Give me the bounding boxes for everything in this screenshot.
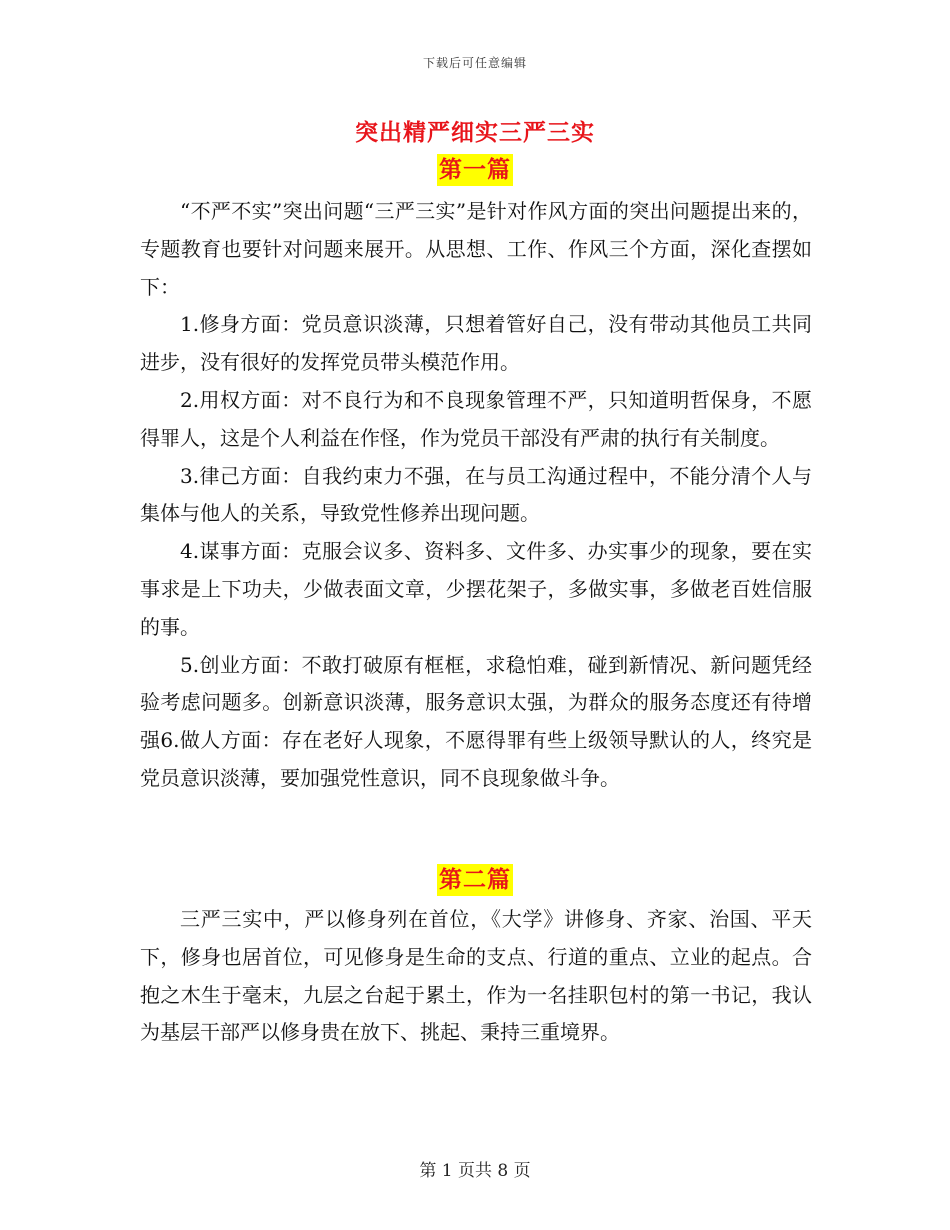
- paragraph: 3.律己方面：自我约束力不强，在与员工沟通过程中，不能分清个人与集体与他人的关系，导致党性修养出现问题。: [140, 463, 812, 526]
- paragraph: 1.修身方面：党员意识淡薄，只想着管好自己，没有带动其他员工共同进步，没有很好的发挥党员带头模范作用。: [140, 312, 812, 375]
- page-header-note: 下载后可任意编辑: [422, 56, 527, 70]
- paragraph: “不严不实”突出问题“三严三实”是针对作风方面的突出问题提出来的，专题教育也要针对问题来展开。从思想、工作、作风三个方面，深化查摆如下：: [140, 199, 812, 299]
- section-1-heading-wrap: [0, 154, 950, 186]
- document-title: 突出精严细实三严三实: [355, 119, 595, 146]
- section-1-heading: 第一篇: [437, 154, 513, 186]
- section-2-heading: 第二篇: [437, 864, 513, 896]
- paragraph: 4.谋事方面：克服会议多、资料多、文件多、办实事少的现象，要在实事求是上下功夫，少做表面文章，少摆花架子，多做实事，多做老百姓信服的事。: [140, 539, 812, 639]
- paragraph: 2.用权方面：对不良行为和不良现象管理不严，只知道明哲保身，不愿得罪人，这是个人利益在作怪，作为党员干部没有严肃的执行有关制度。: [140, 387, 812, 450]
- page-number-footer: 第 1 页共 8 页: [419, 1161, 531, 1181]
- section-1-body: [140, 193, 812, 798]
- paragraph: 5.创业方面：不敢打破原有框框，求稳怕难，碰到新情况、新问题凭经验考虑问题多。创新意识淡薄，服务意识太强，为群众的服务态度还有待增强6.做人方面：存在老好人现象，不愿得罪有些上级领导默认的人，终究是党员意识淡薄，要加强党性意识，同不良现象做斗争。: [140, 652, 812, 790]
- section-2-heading-wrap: [0, 864, 950, 896]
- paragraph: 三严三实中，严以修身列在首位，《大学》讲修身、齐家、治国、平天下，修身也居首位，可见修身是生命的支点、行道的重点、立业的起点。合抱之木生于毫末，九层之台起于累土，作为一名挂职包村的第一书记，我认为基层干部严以修身贵在放下、挑起、秉持三重境界。: [140, 907, 812, 1045]
- section-2-body: [140, 901, 812, 1052]
